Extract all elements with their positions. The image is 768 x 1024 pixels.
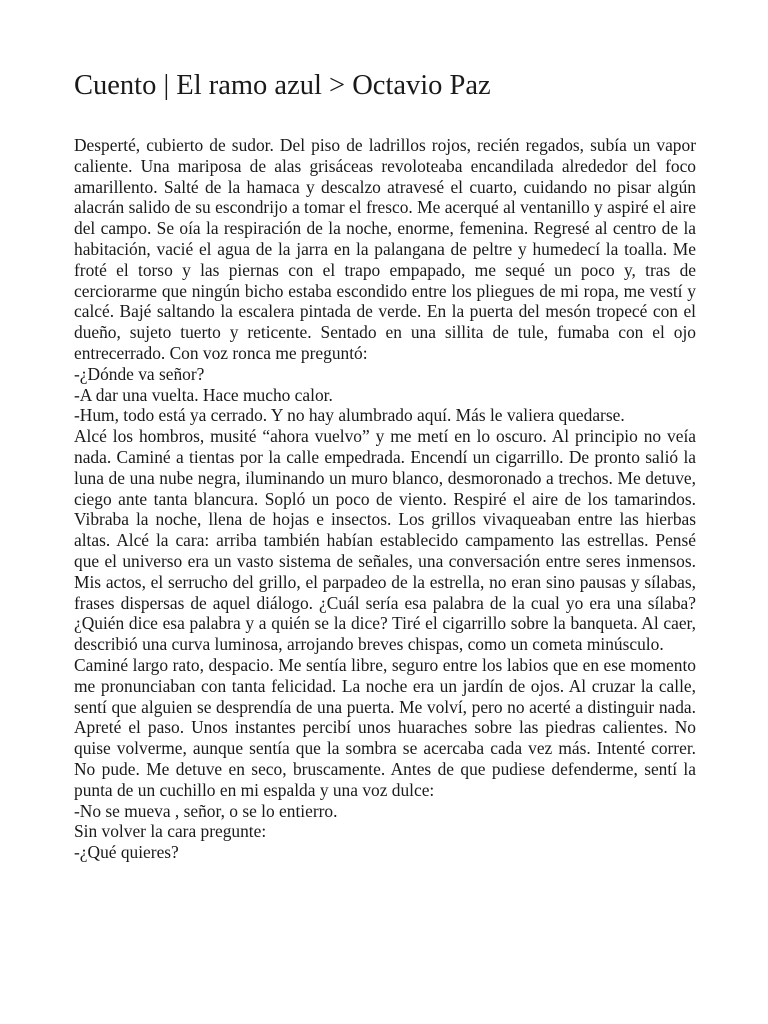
dialogue-line-3: -Hum, todo está ya cerrado. Y no hay alumbrado aquí. Más le valiera quedarse. [74,405,625,426]
narration-line: Sin volver la cara pregunte: [74,821,267,842]
dialogue-line-5: -¿Qué quieres? [74,842,179,863]
dialogue-line-1: -¿Dónde va señor? [74,363,205,384]
paragraph-1: Desperté, cubierto de sudor. Del piso de ladrillos rojos, recién regados, subía un vapor caliente. Una mariposa de alas grisáceas revoloteaba encandilada alrededor del foco amarillento. Salté de la hamaca y descalzo atravesé el cuarto, cuidando no pisar algún alacrán salido de su escondrijo a tomar el fresco. Me acerqué al ventanillo y aspiré el aire del campo. Se oía la respiración de la noche, enorme, femenina. Regresé al centro de la habitación, vacié el agua de la jarra en la palangana de peltre y humedecí la toalla. Me froté el torso y las piernas con el trapo empapado, me sequé un poco y, tras de cerciorarme que ningún bicho estaba escondido entre los pliegues de mi ropa, me vestí y calcé. Bajé saltando la escalera pintada de verde. En la puerta del mesón tropecé con el dueño, sujeto tuerto y reticente. Sentado en una sillita de tule, fumaba con el ojo entrecerrado. Con voz ronca me preguntó: [74,135,696,363]
page-title: Cuento | El ramo azul > Octavio Paz [74,70,491,101]
dialogue-line-2: -A dar una vuelta. Hace mucho calor. [74,384,333,405]
paragraph-2: Alcé los hombros, musité “ahora vuelvo” y me metí en lo oscuro. Al principio no veía nada. Caminé a tientas por la calle empedrada. Encendí un cigarrillo. De pronto salió la luna de una nube negra, iluminando un muro blanco, desmoronado a trechos. Me detuve, ciego ante tanta blancura. Sopló un poco de viento. Respiré el aire de los tamarindos. Vibraba la noche, llena de hojas e insectos. Los grillos vivaqueaban entre las hierbas altas. Alcé la cara: arriba también habían establecido campamento las estrellas. Pensé que el universo era un vasto sistema de señales, una conversación entre seres inmensos. Mis actos, el serrucho del grillo, el parpadeo de la estrella, no eran sino pausas y sílabas, frases dispersas de aquel diálogo. ¿Cuál sería esa palabra de la cual yo era una sílaba? ¿Quién dice esa palabra y a quién se la dice? Tiré el cigarrillo sobre la banqueta. Al caer, describió una curva luminosa, arrojando breves chispas, como un cometa minúsculo. [74,426,696,655]
story-text [74,135,696,863]
dialogue-line-4: -No se mueva , señor, o se lo entierro. [74,800,338,821]
paragraph-3: Caminé largo rato, despacio. Me sentía libre, seguro entre los labios que en ese momento me pronunciaban con tanta felicidad. La noche era un jardín de ojos. Al cruzar la calle, sentí que alguien se desprendía de una puerta. Me volví, pero no acerté a distinguir nada. Apreté el paso. Unos instantes percibí unos huaraches sobre las piedras calientes. No quise volverme, aunque sentía que la sombra se acercaba cada vez más. Intenté correr. No pude. Me detuve en seco, bruscamente. Antes de que pudiese defenderme, sentí la punta de un cuchillo en mi espalda y una voz dulce: [74,654,696,800]
